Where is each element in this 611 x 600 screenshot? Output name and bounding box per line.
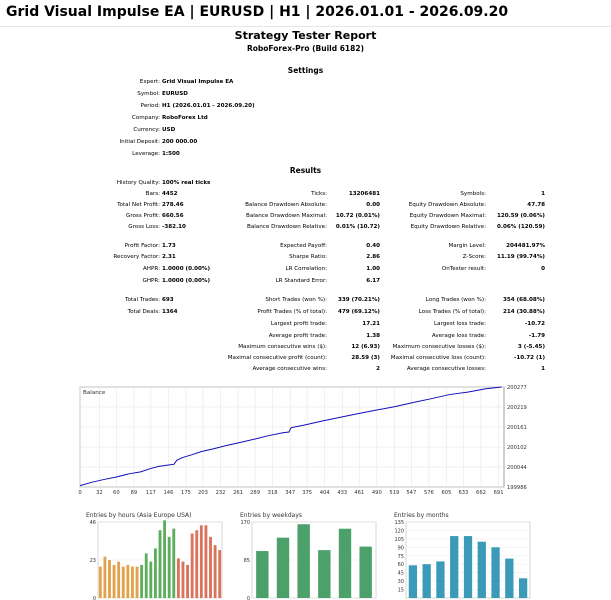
results-value: 1364 <box>162 309 178 315</box>
x-tick-label: 261 <box>233 490 244 496</box>
y-tick-label: 200277 <box>507 385 527 391</box>
results-label: Maximum consecutive wins ($): <box>238 344 327 350</box>
bar <box>436 561 444 598</box>
results-value: 0 <box>541 266 545 272</box>
results-value: 12 (6.93) <box>351 344 380 350</box>
results-label: Largest profit trade: <box>270 321 327 327</box>
bar <box>99 567 102 598</box>
results-label: Short Trades (won %): <box>265 297 327 303</box>
results-label: GHPR: <box>142 278 160 284</box>
y-tick-label: 23 <box>89 558 96 564</box>
results-value: 0.40 <box>366 243 380 249</box>
y-tick-label: 200161 <box>507 424 527 431</box>
bar <box>505 559 513 598</box>
bar <box>163 520 166 598</box>
x-tick-label: 289 <box>250 490 261 496</box>
settings-value: 200 000.00 <box>162 139 198 145</box>
results-label: LR Standard Error: <box>275 278 327 284</box>
settings-value: H1 (2026.01.01 - 2026.09.20) <box>162 103 255 109</box>
results-label: Profit Trades (% of total): <box>257 309 327 315</box>
x-tick-label: 117 <box>145 490 156 496</box>
x-tick-label: 146 <box>163 490 174 496</box>
window-titlebar <box>0 0 611 27</box>
bar <box>136 567 139 598</box>
settings-label: Currency: <box>133 127 160 133</box>
results-value: 2.31 <box>162 254 176 260</box>
results-label: Balance Drawdown Maximal: <box>245 213 327 219</box>
results-value: 1.0000 (0.00%) <box>162 278 211 284</box>
y-tick-label: 90 <box>397 545 404 552</box>
balance-chart <box>76 384 536 502</box>
results-label: Gross Loss: <box>128 224 160 230</box>
results-value: 2 <box>376 366 380 372</box>
results-value: 10.72 (0.01%) <box>335 213 380 219</box>
x-tick-label: 662 <box>476 490 486 496</box>
bar <box>359 547 371 598</box>
results-heading: Results <box>289 166 322 175</box>
results-value: 479 (69.12%) <box>337 309 380 315</box>
results-label: Symbols: <box>460 191 486 197</box>
settings-label: Initial Deposit: <box>119 139 160 145</box>
results-value: 120.59 (0.06%) <box>496 213 545 219</box>
bar <box>423 564 431 598</box>
plot-frame <box>80 387 504 487</box>
settings-label: Period: <box>140 103 160 109</box>
results-value: 1 <box>541 191 545 197</box>
results-value: -10.72 <box>524 321 545 327</box>
y-tick-label: 60 <box>397 562 404 569</box>
y-tick-label: 15 <box>397 587 404 594</box>
bar <box>195 530 198 598</box>
x-tick-label: 547 <box>406 490 417 496</box>
y-tick-label: 200044 <box>507 465 527 472</box>
bar <box>450 536 458 598</box>
bar <box>200 525 203 598</box>
y-tick-label: 0 <box>92 596 96 600</box>
bar <box>145 553 148 598</box>
results-label: Long Trades (won %): <box>425 297 486 303</box>
y-tick-label: 200219 <box>507 404 527 411</box>
x-tick-label: 89 <box>130 490 138 496</box>
results-value: 47.78 <box>527 202 545 208</box>
x-tick-label: 433 <box>337 490 348 496</box>
results-value: 2.86 <box>366 254 380 260</box>
bar <box>218 550 221 598</box>
results-value: 100% real ticks <box>162 180 211 186</box>
x-tick-label: 461 <box>354 490 365 496</box>
results-label: Average loss trade: <box>431 333 486 339</box>
bar <box>168 537 171 598</box>
results-label: Equity Drawdown Absolute: <box>408 202 486 208</box>
bar <box>177 558 180 598</box>
settings-value: Grid Visual Impulse EA <box>162 79 234 85</box>
entries-by-weekdays-chart <box>230 508 380 600</box>
results-label: Largest loss trade: <box>433 321 486 327</box>
x-tick-label: 490 <box>371 490 382 496</box>
results-value: 1.00 <box>366 266 380 272</box>
y-tick-label: 45 <box>397 570 404 577</box>
entries-by-hours-chart <box>76 508 226 600</box>
chart-title: Entries by weekdays <box>240 512 302 519</box>
results-value: 339 (70.21%) <box>337 297 380 303</box>
x-tick-label: 32 <box>96 490 103 496</box>
results-value: 660.56 <box>162 213 184 219</box>
results-label: Balance Drawdown Relative: <box>246 224 327 230</box>
bar <box>491 547 499 598</box>
bar <box>209 537 212 598</box>
results-label: Maximum consecutive losses ($): <box>392 344 486 350</box>
results-label: Balance Drawdown Absolute: <box>245 202 327 208</box>
bar <box>214 545 217 598</box>
x-tick-label: 576 <box>423 490 434 496</box>
bar <box>182 562 185 598</box>
results-value: 354 (68.08%) <box>502 297 545 303</box>
report-subtitle: RoboForex-Pro (Build 6182) <box>246 44 365 53</box>
bar <box>108 560 111 598</box>
results-label: Recovery Factor: <box>113 254 160 260</box>
results-label: Average profit trade: <box>268 333 327 339</box>
results-label: LR Correlation: <box>285 266 327 272</box>
x-tick-label: 318 <box>267 490 278 496</box>
results-value: 6.17 <box>366 278 380 284</box>
results-value: 1.38 <box>366 333 380 339</box>
bar <box>277 538 289 598</box>
results-label: Loss Trades (% of total): <box>418 309 486 315</box>
x-tick-label: 203 <box>198 490 208 496</box>
bar <box>409 565 417 598</box>
bar <box>103 557 106 598</box>
bar <box>122 567 125 598</box>
results-value: -382.10 <box>162 224 186 230</box>
settings-value: RoboForex Ltd <box>162 115 208 121</box>
x-tick-label: 347 <box>285 490 296 496</box>
bar <box>464 536 472 598</box>
settings-label: Symbol: <box>137 91 160 97</box>
x-tick-label: 519 <box>389 490 400 496</box>
results-value: 13206481 <box>348 191 380 197</box>
x-tick-label: 375 <box>302 490 313 496</box>
results-value: 214 (30.88%) <box>502 309 545 315</box>
results-label: Equity Drawdown Maximal: <box>409 213 486 219</box>
results-label: Maximal consecutive profit (count): <box>227 355 327 361</box>
y-tick-label: 105 <box>394 536 404 543</box>
bar <box>191 534 194 598</box>
settings-value: EURUSD <box>162 91 188 97</box>
y-tick-label: 135 <box>394 520 404 526</box>
results-label: Maximal consecutive loss (count): <box>390 355 486 361</box>
x-tick-label: 605 <box>441 490 452 496</box>
bar <box>131 567 134 598</box>
bar <box>154 548 157 598</box>
x-tick-label: 60 <box>113 490 120 496</box>
y-tick-label: 0 <box>246 596 250 600</box>
settings-label: Expert: <box>139 79 160 85</box>
y-tick-label: 75 <box>397 553 404 560</box>
results-value: 278.46 <box>162 202 184 208</box>
x-tick-label: 0 <box>78 490 82 496</box>
results-label: Profit Factor: <box>124 243 160 249</box>
y-tick-label: 30 <box>397 579 404 586</box>
x-tick-label: 404 <box>319 490 330 496</box>
x-tick-label: 691 <box>493 490 504 496</box>
bar <box>113 565 116 598</box>
results-value: -1.79 <box>528 333 545 339</box>
results-value: 3 (-5.45) <box>517 344 545 350</box>
results-label: OnTester result: <box>441 266 486 272</box>
results-value: 0.00 <box>366 202 380 208</box>
results-value: 0.01% (10.72) <box>335 224 380 230</box>
bar <box>478 542 486 598</box>
x-tick-label: 633 <box>458 490 469 496</box>
results-label: Average consecutive losses: <box>406 366 486 372</box>
bar <box>149 562 152 598</box>
settings-heading: Settings <box>287 66 324 75</box>
x-tick-label: 232 <box>215 490 226 496</box>
bar <box>172 529 175 598</box>
y-tick-label: 85 <box>243 558 250 564</box>
window-title: Grid Visual Impulse EA | EURUSD | H1 | 2026.01.01 - 2026.09.20 <box>6 4 509 20</box>
results-label: History Quality: <box>116 180 160 186</box>
results-value: 1 <box>541 366 545 372</box>
settings-label: Leverage: <box>132 151 160 157</box>
results-value: 1.73 <box>162 243 176 249</box>
results-label: Sharpe Ratio: <box>289 254 327 260</box>
results-label: Total Net Profit: <box>117 202 160 208</box>
y-tick-label: 120 <box>394 528 404 535</box>
report-title: Strategy Tester Report <box>234 29 377 42</box>
settings-label: Company: <box>131 115 160 121</box>
y-tick-label: 200102 <box>507 445 527 452</box>
bar <box>140 565 143 598</box>
results-value: 11.19 (99.74%) <box>496 254 545 260</box>
x-tick-label: 175 <box>181 490 191 496</box>
bar <box>256 551 268 598</box>
results-value: -10.72 (1) <box>514 355 545 361</box>
bar <box>159 530 162 598</box>
results-label: Margin Level: <box>448 243 486 249</box>
results-label: Expected Payoff: <box>280 243 327 249</box>
bar <box>297 524 309 598</box>
settings-value: 1:500 <box>162 151 180 157</box>
chart-title: Entries by hours (Asia Europe USA) <box>86 512 192 519</box>
results-label: Total Deals: <box>127 309 160 315</box>
results-value: 4452 <box>162 191 178 197</box>
results-label: AHPR: <box>142 266 160 272</box>
results-value: 204481.97% <box>506 243 545 249</box>
results-value: 17.21 <box>362 321 380 327</box>
bar <box>519 578 527 598</box>
y-tick-label: 199986 <box>507 485 527 491</box>
y-tick-label: 170 <box>240 520 250 526</box>
results-label: Total Trades: <box>125 297 160 303</box>
entries-by-months-chart <box>384 508 534 600</box>
settings-value: USD <box>162 127 176 133</box>
bar <box>205 525 208 598</box>
results-value: 28.59 (3) <box>351 355 380 361</box>
legend-label: Balance <box>83 390 106 396</box>
results-value: 693 <box>162 297 174 303</box>
bar <box>117 562 120 598</box>
chart-title: Entries by months <box>394 512 449 519</box>
results-label: Gross Profit: <box>125 213 160 219</box>
results-label: Z-Score: <box>462 254 486 260</box>
results-label: Ticks: <box>311 191 327 197</box>
results-label: Bars: <box>145 191 160 197</box>
bar <box>186 565 189 598</box>
results-value: 0.06% (120.59) <box>496 224 545 230</box>
results-label: Equity Drawdown Relative: <box>410 224 486 230</box>
y-tick-label: 46 <box>89 520 96 526</box>
results-value: 1.0000 (0.00%) <box>162 266 211 272</box>
bar <box>126 565 129 598</box>
bar <box>318 550 330 598</box>
bar <box>339 529 351 598</box>
results-label: Average consecutive wins: <box>252 366 327 372</box>
